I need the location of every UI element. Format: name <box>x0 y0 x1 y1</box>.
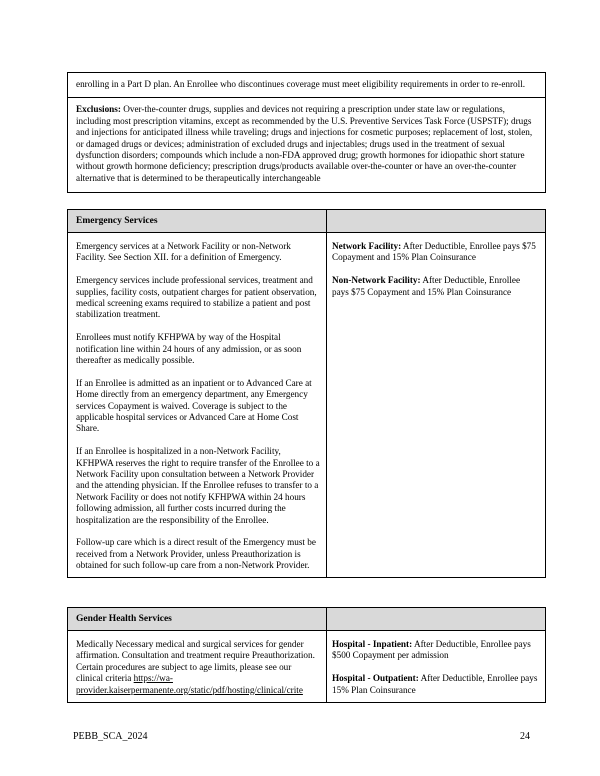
emergency-services-header <box>68 210 545 233</box>
gender-health-header <box>68 608 545 631</box>
drug-coverage-table <box>67 72 546 193</box>
part-d-text: enrolling in a Part D plan. An Enrollee who discontinues coverage must meet eligibility requirements in order to re-enroll. <box>68 73 545 98</box>
emergency-services-table <box>67 209 546 578</box>
emergency-services-row <box>68 233 545 577</box>
clinical-criteria-link[interactable]: https://wa- provider.kaiserpermanente.org/static/pdf/hosting/clinical/crite <box>76 673 303 695</box>
page-number: 24 <box>520 731 530 742</box>
section-title: Emergency Services <box>68 210 327 232</box>
gender-cost-share: Hospital - Inpatient: After Deductible, Enrollee pays $500 Copayment per admission Hospital - Outpatient: After Deductible, Enrollee pays 15% Plan Coinsurance <box>332 639 538 695</box>
exclusions-text: Exclusions: Over-the-counter drugs, supplies and devices not requiring a prescription under state law or regulations, including most prescription vitamins, except as recommended by the U.S. Preventive Services Task Force (USPSTF); drugs and injections for anticipated illness while traveling; drugs and injections for cosmetic purposes; replacement of lost, stolen, or damaged drugs or devices; administration of excluded drugs and injectables; drugs used in the treatment of sexual dysfunction disorders; compounds which include a non-FDA approved drug; growth hormones for idiopathic short stature without growth hormone deficiency; prescription drugs/products available over-the-counter or have an over-the-counter alternative that is determined to be therapeutically interchangeable <box>76 104 533 183</box>
gender-health-row <box>68 631 545 702</box>
emergency-cost-share: Network Facility: After Deductible, Enrollee pays $75 Copayment and 15% Plan Coinsurance Non-Network Facility: After Deductible, Enrollee pays $75 Copayment and 15% Plan Coinsurance <box>332 241 536 297</box>
footer-doc-id: PEBB_SCA_2024 <box>73 731 148 742</box>
gender-health-table <box>67 607 546 703</box>
exclusions-label: Exclusions: <box>76 104 121 115</box>
section-title: Gender Health Services <box>68 608 327 630</box>
gender-description: Medically Necessary medical and surgical services for gender affirmation. Consultation and treatment require Preauthorization. Certain procedures are subject to age limits, please see our clinical criteria https://wa- provider.kaiserpermanente.org/static/pdf/hosting/clinical/crite <box>68 631 327 702</box>
emergency-description: Emergency services at a Network Facility or non-Network Facility. See Section XII. for a definition of Emergency. Emergency services include professional services, treatment and supplies, facility costs, outpatient charges for patient observation, medical screening exams required to stabilize a patient and post stabilization treatment. Enrollees must notify KFHPWA by way of the Hospital notification line within 24 hours of any admission, or as soon thereafter as medically possible. If an Enrollee is admitted as an inpatient or to Advanced Care at Home directly from an emergency department, any Emergency services Copayment is waived. Coverage is subject to the applicable hospital services or Advanced Care at Home Cost Share. If an Enrollee is hospitalized in a non-Network Facility, KFHPWA reserves the right to require transfer of the Enrollee to a Network Facility upon consultation between a Network Provider and the attending physician. If the Enrollee refuses to transfer to a Network Facility or does not notify KFHPWA within 24 hours following admission, all further costs incurred during the hospitalization are the responsibility of the Enrollee. Follow-up care which is a direct result of the Emergency must be received from a Network Provider, unless Preauthorization is obtained for such follow-up care from a non-Network Provider. <box>68 233 327 577</box>
